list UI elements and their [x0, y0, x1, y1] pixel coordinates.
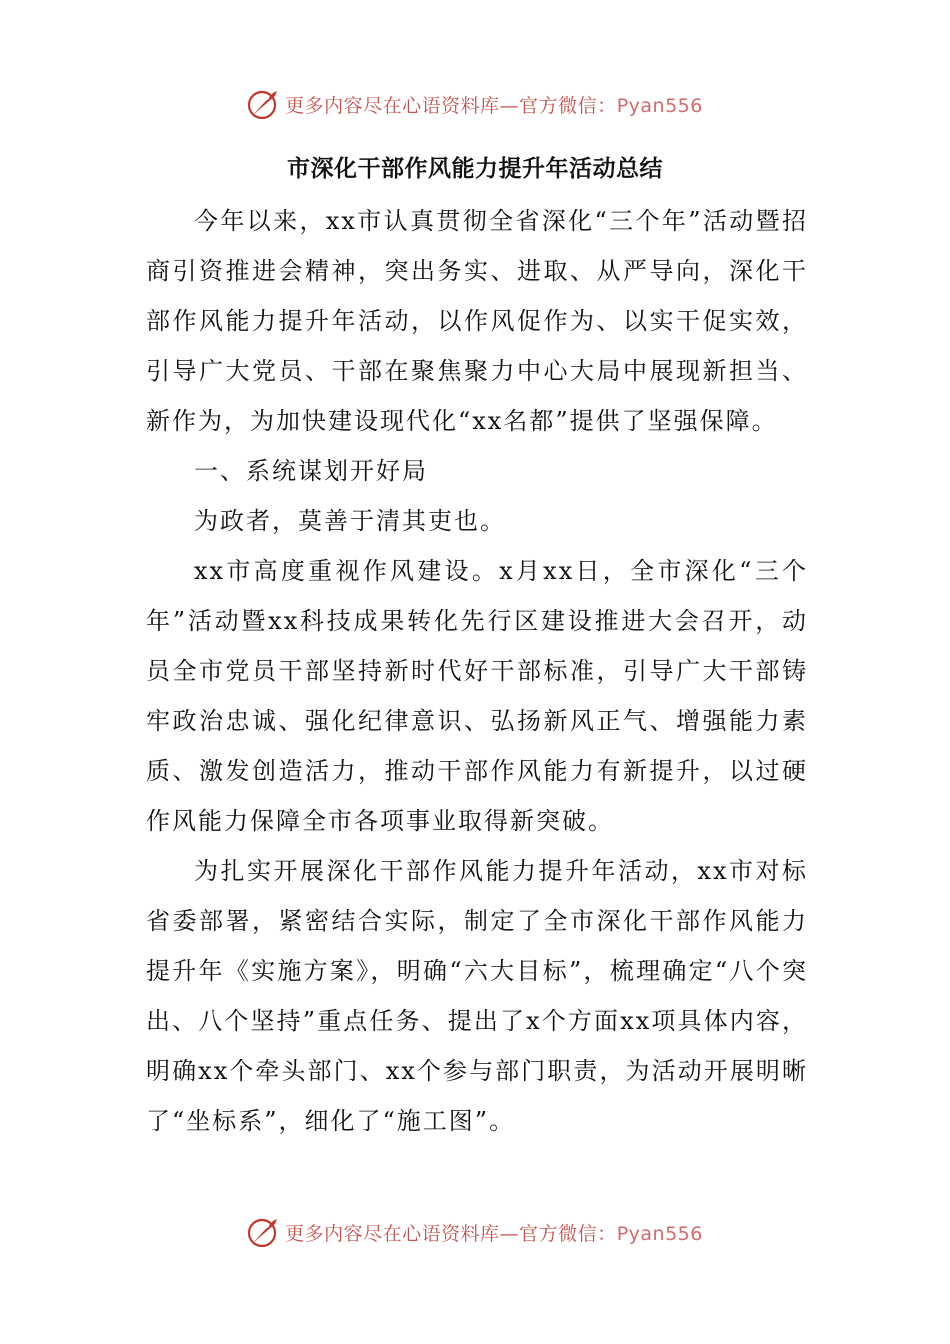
quill-logo-icon: [247, 1215, 281, 1249]
banner-library-text: 更多内容尽在心语资料库: [285, 1222, 500, 1245]
paragraph: 今年以来，xx市认真贯彻全省深化“三个年”活动暨招商引资推进会精神，突出务实、进取、从严导向，深化干部作风能力提升年活动，以作风促作为、以实干促实效，引导广大党员、干部在聚焦聚力中心大局中展现新担当、新作为，为加快建设现代化“xx名都”提供了坚强保障。: [146, 207, 808, 435]
quill-logo-icon: [247, 87, 281, 121]
banner-text: [285, 91, 703, 118]
banner-library-text: 更多内容尽在心语资料库: [285, 94, 500, 117]
header-banner: [0, 84, 950, 124]
banner-dash: —: [499, 1222, 520, 1245]
paragraph: 为政者，莫善于清其吏也。: [194, 507, 506, 535]
banner-account: Pyan556: [616, 94, 703, 117]
banner-text: [285, 1219, 703, 1246]
document-title: 市深化干部作风能力提升年活动总结: [287, 156, 663, 182]
footer-banner: [0, 1212, 950, 1252]
paragraph: 为扎实开展深化干部作风能力提升年活动，xx市对标省委部署，紧密结合实际，制定了全市深化干部作风能力提升年《实施方案》，明确“六大目标”，梳理确定“八个突出、八个坚持”重点任务、提出了x个方面xx项具体内容，明确xx个牵头部门、xx个参与部门职责，为活动开展明晰了“坐标系”，细化了“施工图”。: [146, 857, 808, 1135]
banner-wechat-label: 官方微信：: [519, 94, 617, 117]
banner-dash: —: [499, 94, 520, 117]
banner-wechat-label: 官方微信：: [519, 1222, 617, 1245]
section-heading: 一、系统谋划开好局: [194, 457, 428, 485]
banner-account: Pyan556: [616, 1222, 703, 1245]
document-body: [146, 196, 808, 1146]
paragraph: xx市高度重视作风建设。x月xx日，全市深化“三个年”活动暨xx科技成果转化先行区建设推进大会召开，动员全市党员干部坚持新时代好干部标准，引导广大干部铸牢政治忠诚、强化纪律意识、弘扬新风正气、增强能力素质、激发创造活力，推动干部作风能力有新提升，以过硬作风能力保障全市各项事业取得新突破。: [146, 557, 808, 835]
